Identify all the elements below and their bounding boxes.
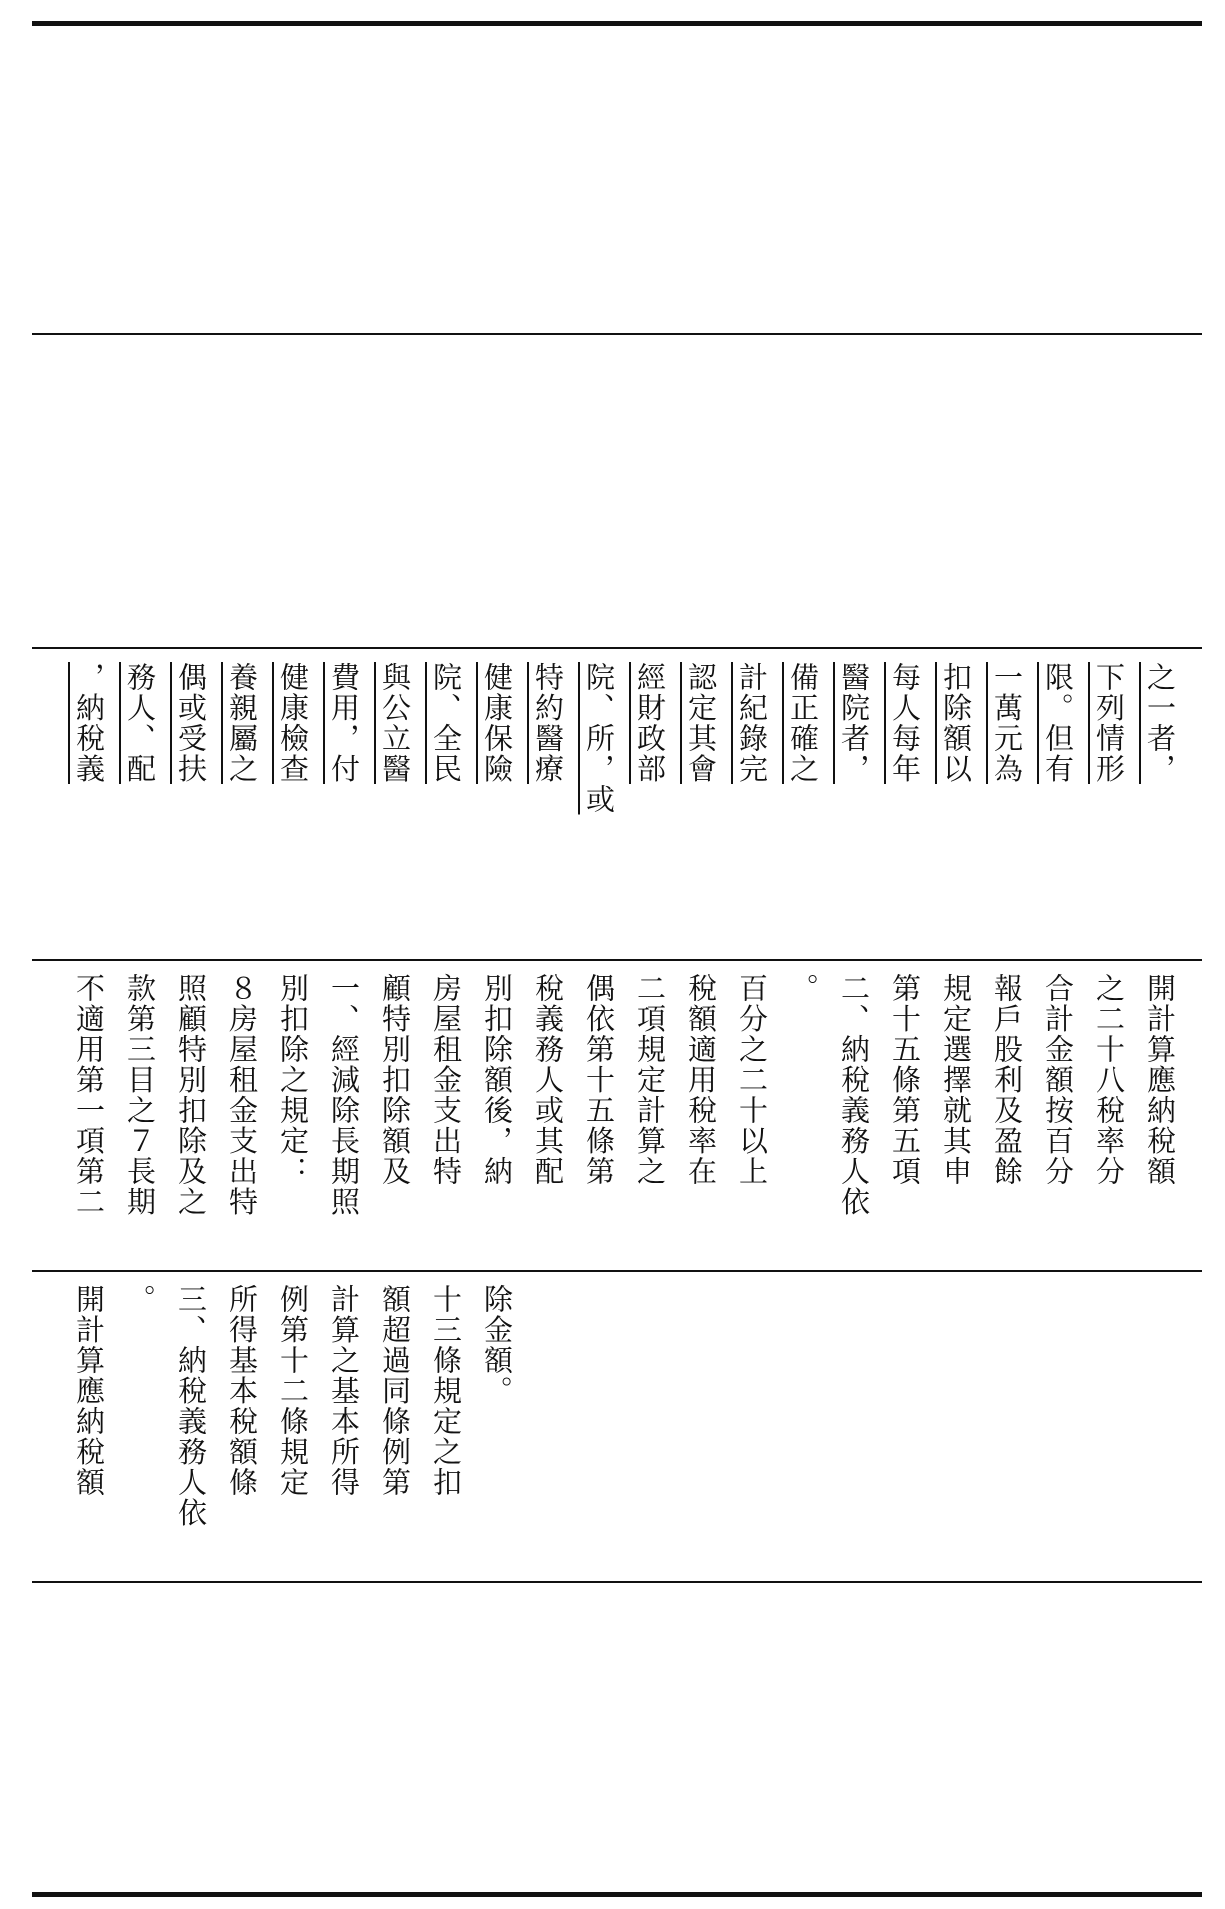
text-column: 健康保險 (480, 662, 514, 784)
text-column: 照顧特別扣除及之 (174, 973, 208, 1217)
text-column: 偶依第十五條第 (582, 973, 616, 1187)
text-column: 一萬元為 (990, 662, 1024, 784)
text-column: 養親屬之 (225, 662, 259, 784)
text-column: 偶或受扶 (174, 662, 208, 784)
text-column: 稅額適用稅率在 (684, 973, 718, 1187)
text-column: 之二十八稅率分 (1092, 973, 1126, 1187)
text-column: 開計算應納稅額 (1143, 973, 1177, 1187)
text-column: 款第三目之７長期 (123, 973, 157, 1217)
amended-text-cell (32, 662, 1202, 952)
text-column: 所得基本稅額條 (225, 1284, 259, 1498)
text-column: 每人每年 (888, 662, 922, 784)
text-column: 額超過同條例第 (378, 1284, 412, 1498)
text-column: 扣除額以 (939, 662, 973, 784)
text-column: 百分之二十以上 (735, 973, 769, 1187)
text-column: 例第十二條規定 (276, 1284, 310, 1498)
text-column: 費用，付 (327, 662, 361, 784)
text-column: 房屋租金支出特 (429, 973, 463, 1187)
text-column: 。 (786, 973, 820, 1004)
text-column: 院、全民 (429, 662, 463, 784)
text-column: ，納稅義 (72, 662, 106, 784)
text-column: 院、所，或 (582, 662, 616, 815)
text-column: 與公立醫 (378, 662, 412, 784)
text-column: 十三條規定之扣 (429, 1284, 463, 1498)
text-column: 務人、配 (123, 662, 157, 784)
empty-cell-2 (32, 335, 1202, 647)
text-column: 顧特別扣除額及 (378, 973, 412, 1187)
text-column: 別扣除之規定： (276, 973, 310, 1187)
text-cell-5 (32, 1284, 1202, 1574)
text-column: ８房屋租金支出特 (225, 973, 259, 1217)
text-column: 計紀錄完 (735, 662, 769, 784)
empty-cell-1 (32, 26, 1202, 333)
text-column: 經財政部 (633, 662, 667, 784)
row-divider-4 (32, 1270, 1202, 1272)
text-column: 規定選擇就其申 (939, 973, 973, 1187)
text-column: 二項規定計算之 (633, 973, 667, 1187)
text-column: 報戶股利及盈餘 (990, 973, 1024, 1187)
text-column: 別扣除額後，納 (480, 973, 514, 1187)
text-column: 除金額。 (480, 1284, 514, 1406)
text-column: 三、納稅義務人依 (174, 1284, 208, 1528)
text-column: 下列情形 (1092, 662, 1126, 784)
text-column: 特約醫療 (531, 662, 565, 784)
text-cell-4 (32, 973, 1202, 1263)
bottom-rule (32, 1892, 1202, 1897)
empty-cell-6 (32, 1583, 1202, 1892)
text-column: 二、納稅義務人依 (837, 973, 871, 1217)
text-column: 之一者， (1143, 662, 1177, 784)
text-column: 醫院者， (837, 662, 871, 784)
text-column: 備正確之 (786, 662, 820, 784)
text-column: 健康檢查 (276, 662, 310, 784)
text-column: 計算之基本所得 (327, 1284, 361, 1498)
text-column: 第十五條第五項 (888, 973, 922, 1187)
text-column: 限。但有 (1041, 662, 1075, 784)
text-column: 認定其會 (684, 662, 718, 784)
row-divider-2 (32, 647, 1202, 649)
text-column: 開計算應納稅額 (72, 1284, 106, 1498)
text-column: 。 (123, 1284, 157, 1315)
row-divider-3 (32, 959, 1202, 961)
text-column: 稅義務人或其配 (531, 973, 565, 1187)
text-column: 一、經減除長期照 (327, 973, 361, 1217)
text-column: 不適用第一項第二 (72, 973, 106, 1217)
text-column: 合計金額按百分 (1041, 973, 1075, 1187)
